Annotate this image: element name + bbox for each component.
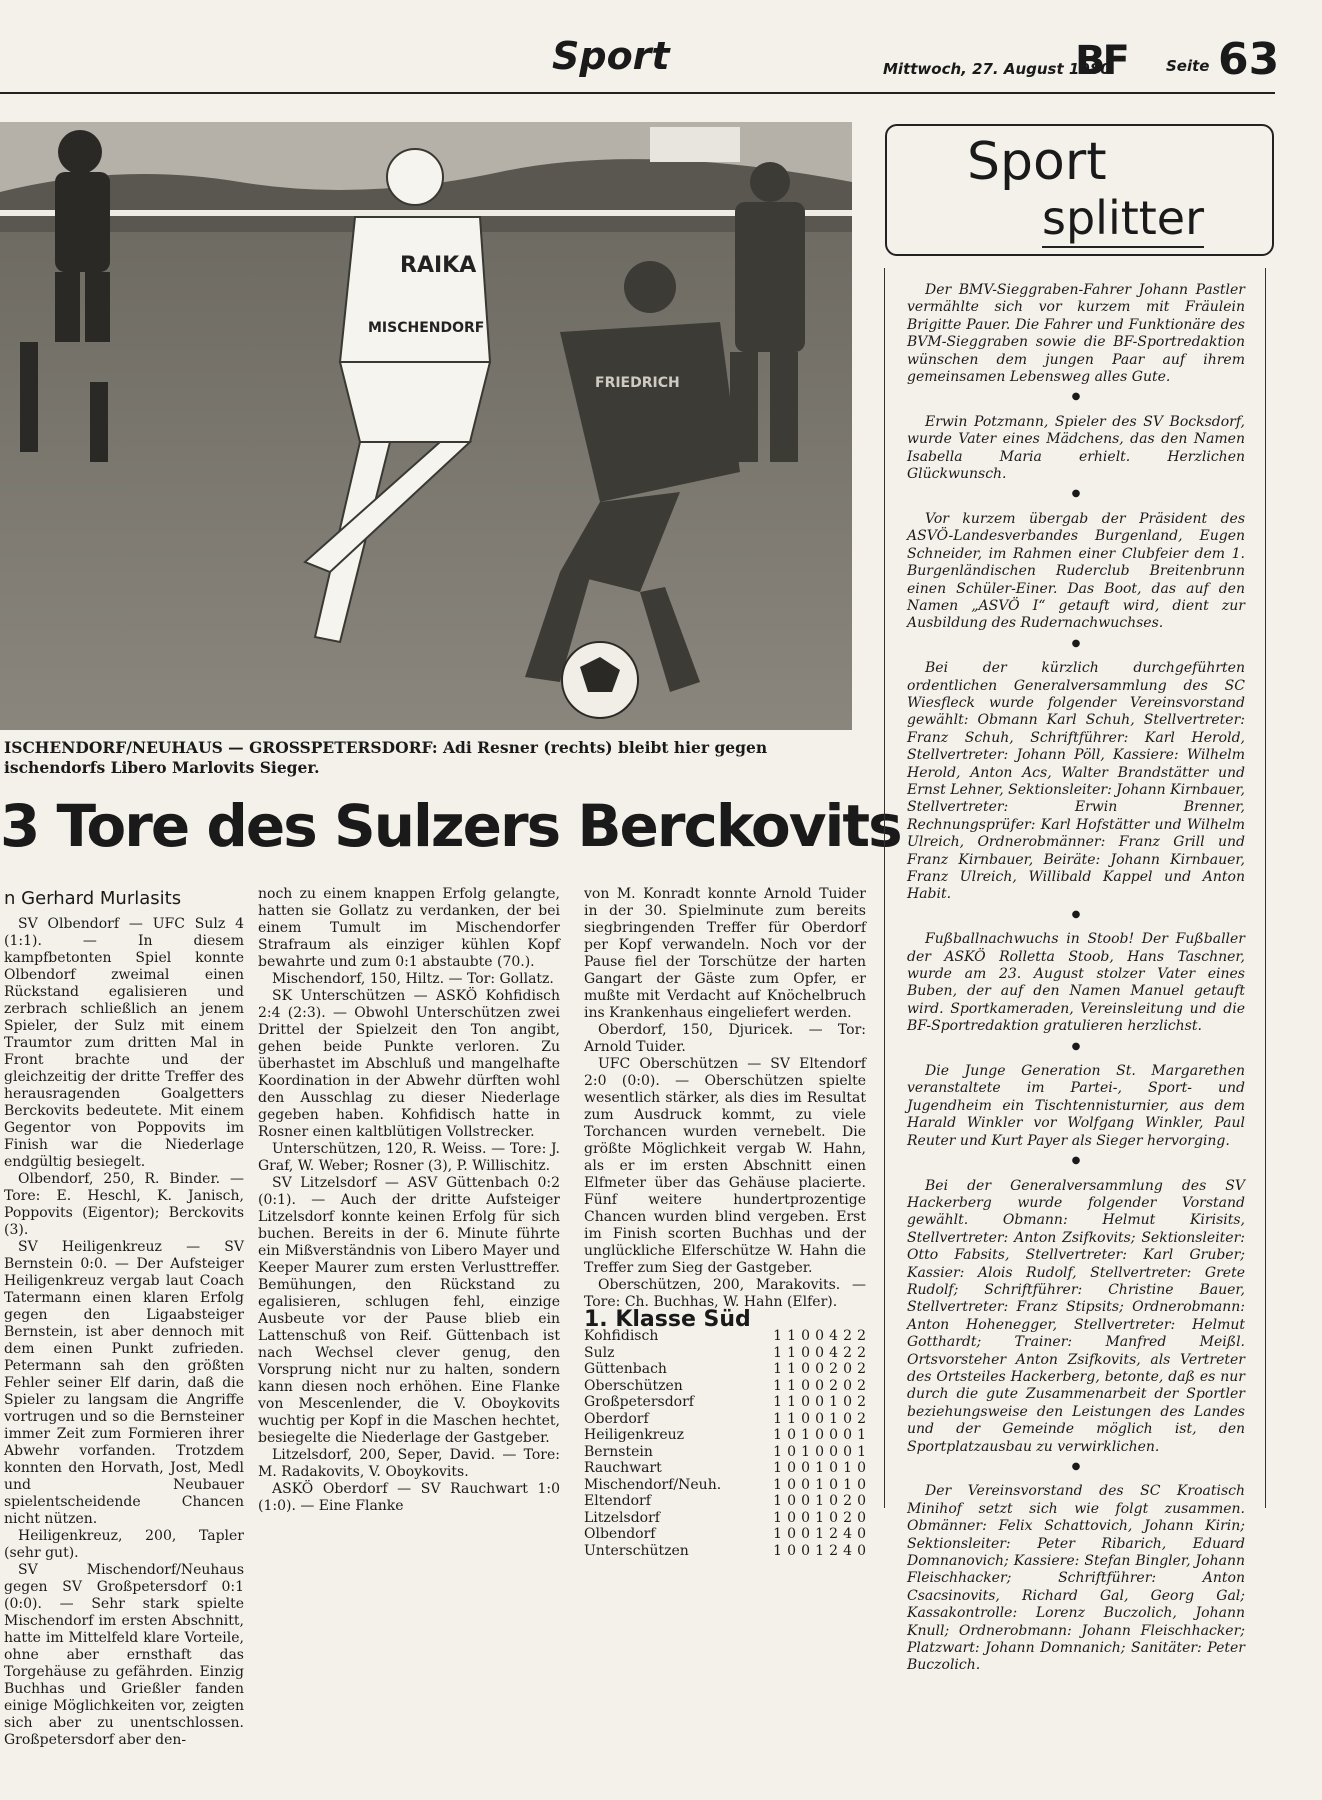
page-header	[0, 0, 1322, 96]
standings-value: 1	[801, 1443, 810, 1460]
standings-value: 2	[843, 1493, 852, 1509]
standings-value: 0	[801, 1377, 810, 1394]
standings-value: 1	[787, 1328, 796, 1344]
standings-value: 0	[815, 1377, 824, 1394]
byline: n Gerhard Murlasits	[4, 888, 182, 909]
standings-value: 1	[773, 1394, 782, 1410]
standings-row	[584, 1493, 866, 1510]
paragraph: Oberdorf, 150, Djuricek. — Tor: Arnold Tuider.	[584, 1022, 866, 1055]
paragraph: Oberschützen, 200, Marakovits. — Tore: Ch. Buchhas, W. Hahn (Elfer).	[584, 1277, 866, 1310]
standings-row	[584, 1444, 866, 1461]
standings-value: 4	[829, 1328, 838, 1344]
paragraph: Heiligenkreuz, 200, Tapler (sehr gut).	[4, 1528, 244, 1561]
team-name: Olbendorf	[584, 1526, 656, 1542]
standings-value: 1	[815, 1476, 824, 1493]
standings-value: 1	[787, 1394, 796, 1410]
photo-caption: ISCHENDORF/NEUHAUS — GROSSPETERSDORF: Adi Resner (rechts) bleibt hier gegen ischendorfs Libero Marlovits Sieger.	[4, 738, 768, 777]
standings-row	[584, 1411, 866, 1428]
standings-value: 1	[843, 1460, 852, 1476]
team-name: Sulz	[584, 1344, 615, 1361]
team-name: Heiligenkreuz	[584, 1427, 685, 1443]
article-column-2	[258, 886, 560, 1515]
paragraph: ASKÖ Oberdorf — SV Rauchwart 1:0 (1:0). — Eine Flanke	[258, 1481, 560, 1514]
standings-value: 0	[815, 1427, 824, 1443]
standings-value: 0	[843, 1394, 852, 1410]
sportsplitter-column	[884, 268, 1266, 1674]
standings-value: 1	[787, 1361, 796, 1377]
splitter-item: Bei der kürzlich durchgeführten ordentlichen Generalversammlung des SC Wiesfleck wurde folgender Vereinsvorstand gewählt: Obmann Karl Schuh, Stellvertreter: Franz Schuh, Schriftführer: Karl Herold, Stellvertreter: Johann Pöll, Kassiere: Wilhelm Herold, Anton Acs, Walter Brandstätter und Ernst Lehner, Sektionsleiter: Johann Kirnbauer, Stellvertreter: Erwin Brenner, Rechnungsprüfer: Karl Hofstätter und Wilhelm Ulreich, Ordnerobmänner: Franz Grill und Franz Kirnbauer, Beiräte: Johann Kirnbauer, Franz Ulreich, Willibald Kappel und Anton Habit.	[907, 660, 1245, 903]
standings-value: 0	[857, 1460, 866, 1476]
standings-row	[584, 1510, 866, 1527]
standings-value: 1	[773, 1410, 782, 1427]
standings-value: 1	[773, 1509, 782, 1526]
standings-value: 2	[857, 1344, 866, 1361]
standings-row	[584, 1526, 866, 1543]
standings-value: 1	[773, 1328, 782, 1344]
paragraph: SK Unterschützen — ASKÖ Kohfidisch 2:4 (2:3). — Obwohl Unterschützen zwei Drittel der Spielzeit den Ton angibt, gehen beide Punkte verloren. Zu überhastet im Abschluß und mangelhafte Koordination in der Abwehr dürften wohl den Ausschlag zu dieser Niederlage gegeben haben. Kohfidisch hatte in Rosner einen kaltblütigen Vollstrecker.	[258, 988, 560, 1140]
paragraph: Unterschützen, 120, R. Weiss. — Tore: J. Graf, W. Weber; Rosner (3), P. Willischitz.	[258, 1141, 560, 1174]
splitter-item: Der Vereinsvorstand des SC Kroatisch Minihof setzt sich wie folgt zusammen. Obmänner: Felix Schattovich, Johann Kirin; Sektionsleiter: Peter Ribarich, Eduard Domnanovich; Kassiere: Stefan Bingler, Johann Fleischhacker; Schriftführer: Anton Csacsinovits, Richard Gal, Georg Gal; Kassakontrolle: Lorenz Buczolich, Johann Knull; Ordnerobmann: Johann Fleischhacker; Platzwart: Johann Domnanich; Sanitäter: Peter Buczolich.	[907, 1483, 1245, 1674]
standings-value: 1	[787, 1344, 796, 1361]
standings-value: 1	[815, 1526, 824, 1542]
splitter-item: Die Junge Generation St. Margarethen veranstaltete im Partei-, Sport- und Jugendheim ein Tischtennisturnier, aus dem Harald Winkler vor Wolfgang Winkler, Paul Reuter und Kurt Payer als Sieger hervorging.	[907, 1063, 1245, 1149]
standings-value: 0	[801, 1394, 810, 1410]
paragraph: Mischendorf, 150, Hiltz. — Tor: Gollatz.	[272, 971, 554, 987]
standings-value: 0	[829, 1443, 838, 1460]
standings-value: 0	[857, 1509, 866, 1526]
standings-value: 0	[829, 1427, 838, 1443]
paragraph: SV Olbendorf — UFC Sulz 4 (1:1). — In diesem kampfbetonten Spiel konnte Olbendorf zweimal einen Rückstand egalisieren und zerbrach schließlich an jenem Spieler, der Sulz mit einem Traumtor zum dritten Mal in Front brachte und der gleichzeitig der dritte Treffer des herausragenden Goalgetters Berckovits bedeutete. Mit einem Gegentor von Poppovits im Finish war die Niederlage endgültig besiegelt.	[4, 916, 244, 1170]
standings-value: 1	[773, 1460, 782, 1476]
standings-value: 0	[787, 1526, 796, 1542]
standings-value: 1	[773, 1377, 782, 1394]
sportsplitter-title-1: Sport	[967, 132, 1107, 192]
standings-row	[584, 1394, 866, 1411]
jersey-text-2: MISCHENDORF	[368, 320, 485, 336]
team-name: Eltendorf	[584, 1493, 651, 1509]
team-name: Kohfidisch	[584, 1328, 659, 1344]
standings-value: 2	[843, 1344, 852, 1361]
standings-value: 2	[857, 1410, 866, 1427]
standings-value: 2	[843, 1328, 852, 1344]
jersey-text-3: FRIEDRICH	[595, 375, 680, 391]
standings-value: 0	[843, 1377, 852, 1394]
standings-row	[584, 1460, 866, 1477]
standings-value: 1	[843, 1476, 852, 1493]
bullet-separator: ●	[1071, 1155, 1081, 1167]
paragraph: Olbendorf, 250, R. Binder. — Tore: E. Heschl, K. Janisch, Poppovits (Eigentor); Berckovits (3).	[4, 1171, 244, 1238]
standings-value: 1	[773, 1493, 782, 1509]
standings-value: 2	[857, 1377, 866, 1394]
bullet-separator: ●	[1071, 488, 1081, 500]
team-name: Großpetersdorf	[584, 1394, 694, 1410]
standings-value: 0	[801, 1460, 810, 1476]
splitter-item: Der BMV-Sieggraben-Fahrer Johann Pastler vermählte sich vor kurzem mit Fräulein Brigitte Pauer. Die Fahrer und Funktionäre des BVM-Sieggraben sowie die BF-Sportredaktion wünschen dem jungen Paar auf ihrem gemeinsamen Lebensweg alles Gute.	[907, 282, 1245, 386]
standings-row	[584, 1361, 866, 1378]
paragraph: noch zu einem knappen Erfolg gelangte, hatten sie Gollatz zu verdanken, der bei einem Tumult im Mischendorfer Strafraum als einziger kühlen Kopf bewahrte und zum 0:1 abstaubte (70.).	[258, 886, 560, 970]
standings-value: 2	[829, 1542, 838, 1559]
standings-value: 0	[857, 1526, 866, 1542]
standings-value: 4	[843, 1526, 852, 1542]
paragraph: Litzelsdorf, 200, Seper, David. — Tore: M. Radakovits, V. Oboykovits.	[258, 1447, 560, 1480]
standings-value: 0	[801, 1361, 810, 1377]
standings-value: 1	[829, 1410, 838, 1427]
standings-value: 1	[773, 1361, 782, 1377]
standings-value: 0	[829, 1493, 838, 1509]
standings-value: 0	[843, 1361, 852, 1377]
article-headline: 3 Tore des Sulzers Berckovits	[0, 792, 901, 860]
standings-value: 1	[773, 1476, 782, 1493]
article-column-3	[584, 886, 866, 1559]
standings-value: 2	[829, 1361, 838, 1377]
standings-value: 0	[815, 1443, 824, 1460]
standings-value: 2	[829, 1377, 838, 1394]
standings-value: 0	[801, 1344, 810, 1361]
standings-value: 2	[829, 1526, 838, 1542]
standings-value: 0	[787, 1509, 796, 1526]
standings-value: 1	[773, 1443, 782, 1460]
standings-value: 2	[843, 1509, 852, 1526]
bullet-separator: ●	[1071, 1040, 1081, 1052]
standings-value: 1	[857, 1443, 866, 1460]
standings-value: 1	[815, 1542, 824, 1559]
standings-value: 1	[857, 1427, 866, 1443]
standings-row	[584, 1345, 866, 1362]
standings-value: 0	[787, 1427, 796, 1443]
standings-row	[584, 1427, 866, 1444]
splitter-item: Erwin Potzmann, Spieler des SV Bocksdorf, wurde Vater eines Mädchens, das den Namen Isabella Maria erhielt. Herzlichen Glückwunsch.	[907, 413, 1245, 483]
standings-value: 4	[829, 1344, 838, 1361]
team-name: Güttenbach	[584, 1361, 667, 1377]
standings-value: 0	[843, 1410, 852, 1427]
standings-value: 0	[815, 1394, 824, 1410]
standings-value: 0	[801, 1509, 810, 1526]
standings-value: 0	[843, 1427, 852, 1443]
standings-value: 1	[773, 1526, 782, 1542]
standings-value: 0	[857, 1476, 866, 1493]
standings-value: 0	[801, 1526, 810, 1542]
standings-value: 0	[787, 1542, 796, 1559]
standings-row	[584, 1378, 866, 1395]
bullet-separator: ●	[1071, 637, 1081, 649]
standings-value: 0	[829, 1509, 838, 1526]
bullet-separator: ●	[1071, 908, 1081, 920]
standings-table	[584, 1328, 866, 1559]
paragraph: von M. Konradt konnte Arnold Tuider in der 30. Spielminute zum bereits siegbringenden Treffer für Oberdorf per Kopf verwandeln. Noch vor der Pause fiel der Torschütze der harten Gangart der Gäste zum Opfer, er mußte mit Verdacht auf Knöchelbruch ins Krankenhaus eingeliefert werden.	[584, 886, 866, 1021]
page-label: Seite	[1166, 57, 1210, 75]
standings-value: 0	[787, 1443, 796, 1460]
standings-value: 0	[801, 1493, 810, 1509]
standings-value: 0	[843, 1443, 852, 1460]
standings-value: 0	[801, 1476, 810, 1493]
standings-value: 1	[829, 1394, 838, 1410]
team-name: Rauchwart	[584, 1460, 662, 1476]
paragraph: SV Heiligenkreuz — SV Bernstein 0:0. — Der Aufsteiger Heiligenkreuz vergab laut Coach Tatermann einen klaren Erfolg gegen den Ligaabsteiger Bernstein, ist aber dennoch mit dem einen Punkt zufrieden. Petermann sah den größten Fehler seiner Elf darin, daß die Spieler zu langsam die Angriffe vortrugen und so die Bernsteiner immer Zeit zum Formieren ihrer Abwehr vorfanden. Trotzdem konnten den Horvath, Jost, Medl und Neubauer spielentscheidende Chancen nicht nützen.	[4, 1239, 244, 1527]
standings-value: 1	[773, 1427, 782, 1443]
paragraph: SV Litzelsdorf — ASV Güttenbach 0:2 (0:1). — Auch der dritte Aufsteiger Litzelsdorf konnte keinen Erfolg für sich buchen. Bereits in der 6. Minute führte ein Mißverständnis von Libero Mayer und Keeper Maurer zum ersten Verlusttreffer. Bemühungen, den Rückstand zu egalisieren, schlugen fehl, einzige Ausbeute vor der Pause blieb ein Lattenschuß von Reif. Güttenbach ist nach Wechsel clever genug, den Vorsprung nicht nur zu halten, sondern kann diesen noch erhöhen. Eine Flanke von Mescenlender, die V. Oboykovits wuchtig per Kopf in die Maschen hechtet, besiegelte die Niederlage der Gastgeber.	[258, 1175, 560, 1446]
standings-value: 0	[815, 1361, 824, 1377]
standings-value: 0	[787, 1460, 796, 1476]
standings-value: 2	[857, 1394, 866, 1410]
paragraph: UFC Oberschützen — SV Eltendorf 2:0 (0:0). — Oberschützen spielte wesentlich stärker, als dies im Resultat zum Ausdruck kommt, zu viele Torchancen wurden vernebelt. Die größte Möglichkeit vergab W. Hahn, als er im ersten Abschnitt einen Elfmeter über das Gehäuse placierte. Fünf weitere hundertprozentige Chancen wurden blind vergeben. Erst im Finish scorten Buchhas und der unglückliche Elferschütze W. Hahn die Treffer zum Sieg der Gastgeber.	[584, 1056, 866, 1276]
splitter-item: Bei der Generalversammlung des SV Hackerberg wurde folgender Vorstand gewählt. Obmann: Helmut Kirisits, Stellvertreter: Anton Zsifkovits; Sektionsleiter: Otto Fabsits, Stellvertreter: Karl Gruber; Kassier: Alois Rudolf, Stellvertreter: Grete Rudolf; Schriftführer: Christine Bauer, Stellvertreter: Franz Stipsits; Ordnerobmann: Anton Hohenegger, Stellvertreter: Helmut Gotthardt; Trainer: Manfred Meißl. Ortsvorsteher Anton Zsifkovits, als Vertreter des Ortsteiles Hackerberg, betonte, daß es nur durch die gute Zusammenarbeit der Sportler beziehungsweise den Leistungen des Landes und der Gemeinde möglich ist, den Sportplatzausbau zu verwirklichen.	[907, 1177, 1245, 1455]
standings-title: 1. Klasse Süd	[584, 1307, 751, 1332]
issue-date: Mittwoch, 27. August 1980	[883, 60, 1111, 78]
standings-value: 4	[843, 1542, 852, 1559]
standings-value: 0	[815, 1344, 824, 1361]
standings-value: 0	[801, 1542, 810, 1559]
standings-value: 0	[801, 1328, 810, 1344]
standings-value: 1	[815, 1509, 824, 1526]
standings-value: 0	[829, 1476, 838, 1493]
team-name: Unterschützen	[584, 1542, 689, 1559]
standings-value: 1	[773, 1542, 782, 1559]
sportsplitter-header	[885, 124, 1274, 256]
match-photo	[0, 122, 852, 730]
standings-value: 0	[857, 1493, 866, 1509]
sportsplitter-title-2: splitter	[1042, 190, 1204, 248]
standings-value: 1	[815, 1460, 824, 1476]
team-name: Oberschützen	[584, 1377, 683, 1394]
standings-value: 1	[773, 1344, 782, 1361]
standings-row	[584, 1477, 866, 1494]
bullet-separator: ●	[1071, 1461, 1081, 1472]
standings-row	[584, 1543, 866, 1560]
standings-value: 0	[815, 1410, 824, 1427]
splitter-item: Fußballnachwuchs in Stoob! Der Fußballer der ASKÖ Rolletta Stoob, Hans Taschner, wurde am 23. August stolzer Vater eines Buben, der auf den Namen Manuel getauft wird. Sportkameraden, Vereinsleitung und die BF-Sportredaktion gratulieren herzlichst.	[907, 931, 1245, 1035]
header-rule	[0, 92, 1275, 94]
team-name: Bernstein	[584, 1443, 653, 1460]
standings-value: 0	[829, 1460, 838, 1476]
standings-value: 1	[787, 1377, 796, 1394]
football-scene-image	[0, 122, 852, 730]
standings-value: 2	[857, 1361, 866, 1377]
standings-value: 1	[787, 1410, 796, 1427]
standings-value: 0	[787, 1493, 796, 1509]
splitter-item: Vor kurzem übergab der Präsident des ASVÖ-Landesverbandes Burgenland, Eugen Schneider, im Rahmen einer Clubfeier dem 1. Burgenländischen Ruderclub Breitenbrunn einen Schüler-Einer. Das Boot, das auf den Namen „ASVÖ I“ getauft wird, dient zur Ausbildung des Rudernachwuchses.	[907, 510, 1245, 632]
newspaper-logo: BF	[1075, 38, 1127, 84]
page-number: 63	[1218, 34, 1280, 85]
standings-value: 1	[815, 1493, 824, 1509]
standings-value: 1	[801, 1427, 810, 1443]
team-name: Litzelsdorf	[584, 1509, 660, 1526]
team-name: Mischendorf/Neuh.	[584, 1476, 722, 1493]
team-name: Oberdorf	[584, 1410, 649, 1427]
jersey-text: RAIKA	[400, 253, 477, 278]
bullet-separator: ●	[1071, 391, 1081, 403]
paragraph: SV Mischendorf/Neuhaus gegen SV Großpetersdorf 0:1 (0:0). — Sehr stark spielte Mischendorf im ersten Abschnitt, hatte im Mittelfeld klare Vorteile, ohne aber ernsthaft das Torgehäuse zu gefährden. Einzig Buchhas und Grießler fanden einige Möglichkeiten vor, zeigten sich aber zu unentschlossen. Großpetersdorf aber den-	[4, 1562, 244, 1748]
standings-value: 0	[857, 1542, 866, 1559]
standings-value: 0	[801, 1410, 810, 1427]
article-column-1	[4, 886, 244, 1749]
standings-value: 2	[857, 1328, 866, 1344]
standings-value: 0	[787, 1476, 796, 1493]
section-title: Sport	[552, 34, 670, 78]
standings-value: 0	[815, 1328, 824, 1344]
